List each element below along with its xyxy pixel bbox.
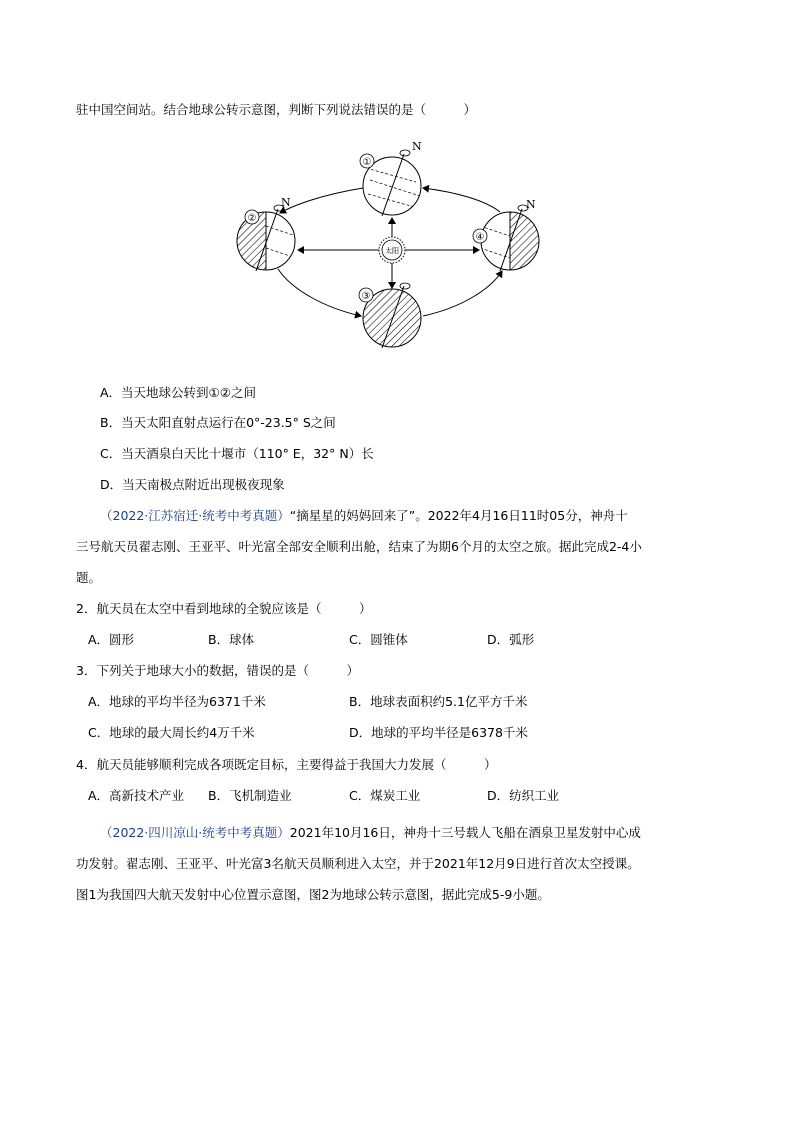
sun-icon	[379, 237, 405, 263]
passage-3-text: 2021年10月16日，神舟十三号载人飞船在酒泉卫星发射中心成	[289, 825, 641, 840]
earth-position-1	[360, 140, 422, 216]
q3-stem: 3．下列关于地球大小的数据，错误的是（ ）	[76, 663, 359, 678]
north-label: N	[281, 196, 291, 209]
q3-option-d: D．地球的平均半径是6378千米	[349, 725, 528, 740]
q2-option-c: C．圆锥体	[349, 632, 408, 647]
earth-position-4	[473, 198, 539, 271]
q2-option-b: B．球体	[208, 632, 255, 647]
q3-option-a: A．地球的平均半径为6371千米	[88, 694, 266, 709]
north-label: N	[526, 198, 536, 211]
position-label-2: ②	[247, 213, 257, 224]
q4-option-a: A．高新技术产业	[88, 788, 185, 803]
earth-revolution-diagram	[230, 140, 550, 358]
q1-stem: 驻中国空间站。结合地球公转示意图，判断下列说法错误的是（ ）	[76, 102, 477, 117]
position-label-1: ①	[362, 157, 372, 168]
passage-2-text: “摘星星的妈妈回来了”。2022年4月16日11时05分，神舟十	[289, 508, 628, 523]
q2-stem: 2．航天员在太空中看到地球的全貌应该是（ ）	[76, 601, 372, 616]
earth-position-3	[359, 283, 421, 348]
north-label: N	[412, 140, 422, 153]
q4-option-d: D．纺织工业	[487, 788, 560, 803]
q1-option-c: C．当天酒泉白天比十堰市（110° E，32° N）长	[100, 446, 374, 461]
q1-option-a: A．当天地球公转到①②之间	[100, 385, 256, 400]
passage-3-line-2: 功发射。翟志刚、王亚平、叶光富3名航天员顺利进入太空，并于2021年12月9日进行首次太空授课。	[76, 856, 640, 871]
q1-option-d: D．当天南极点附近出现极夜现象	[100, 477, 285, 492]
q3-option-b: B．地球表面积约5.1亿平方千米	[349, 694, 528, 709]
passage-2-line-1	[100, 508, 628, 524]
passage-2-line-2: 三号航天员翟志刚、王亚平、叶光富全部安全顺利出舱，结束了为期6个月的太空之旅。据此完成2-4小	[76, 539, 642, 554]
q1-option-b: B．当天太阳直射点运行在0°-23.5° S之间	[100, 415, 336, 430]
sun-label: 太阳	[385, 247, 399, 255]
passage-3-line-1	[100, 825, 641, 841]
earth-position-2	[237, 196, 296, 271]
position-label-4: ④	[475, 232, 485, 243]
q4-option-c: C．煤炭工业	[349, 788, 421, 803]
q3-option-c: C．地球的最大周长约4万千米	[88, 725, 255, 740]
passage-3-source: （2022·四川凉山·统考中考真题）	[100, 825, 290, 840]
q2-option-a: A．圆形	[88, 632, 135, 647]
q4-stem: 4．航天员能够顺利完成各项既定目标，主要得益于我国大力发展（ ）	[76, 757, 497, 772]
position-label-3: ③	[361, 291, 371, 302]
passage-2-line-3: 题。	[76, 570, 102, 585]
passage-3-line-3: 图1为我国四大航天发射中心位置示意图，图2为地球公转示意图，据此完成5-9小题。	[76, 887, 550, 902]
q2-option-d: D．弧形	[487, 632, 535, 647]
passage-2-source: （2022·江苏宿迁·统考中考真题）	[100, 508, 290, 523]
q4-option-b: B．飞机制造业	[208, 788, 292, 803]
